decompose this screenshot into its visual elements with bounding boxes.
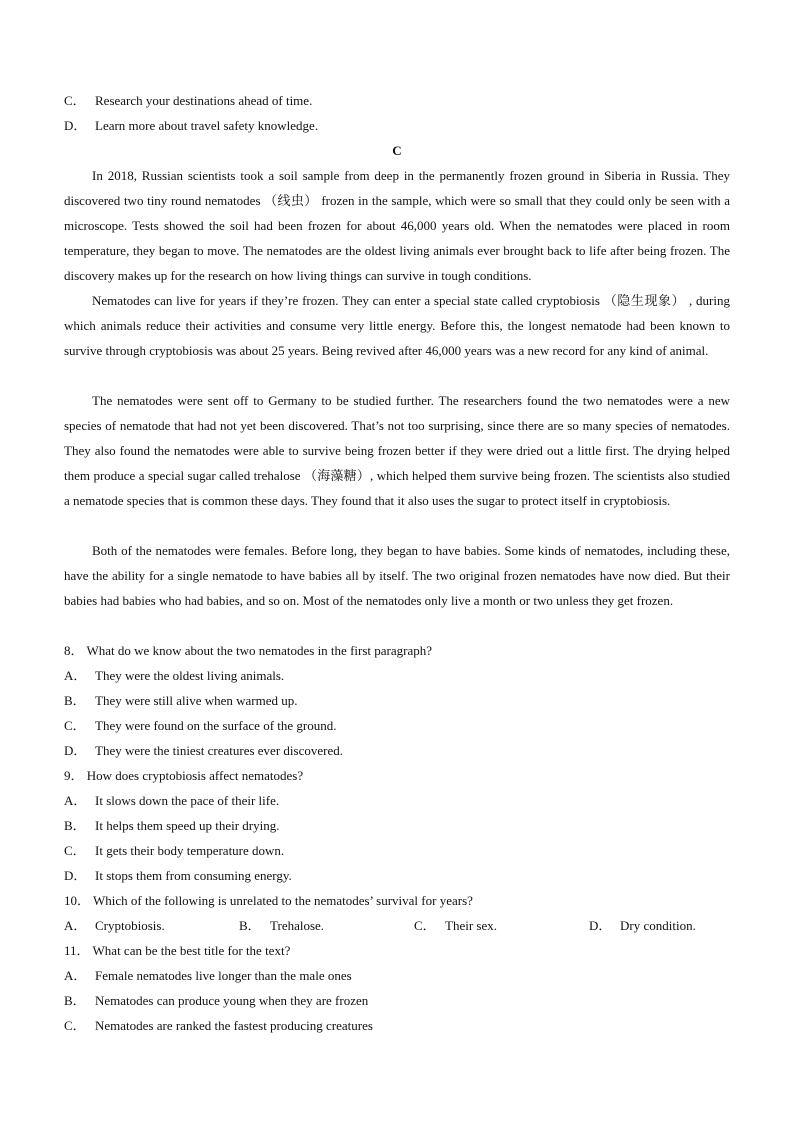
question-9-option-b[interactable]: B． It helps them speed up their drying.	[64, 818, 280, 833]
question-8-option-c[interactable]: C． They were found on the surface of the ground.	[64, 718, 337, 733]
question-10-option-d[interactable]: D． Dry condition.	[589, 918, 696, 933]
question-9-option-a[interactable]: A． It slows down the pace of their life.	[64, 793, 280, 808]
question-10-stem: 10． Which of the following is unrelated to the nematodes’ survival for years?	[64, 893, 473, 908]
passage-paragraph-1: In 2018, Russian scientists took a soil sample from deep in the permanently frozen ground in Siberia in Russia. They discovered two tiny round nematodes （线虫） frozen in the sample, which were so small that they could only be seen with a microscope. Tests showed the soil had been frozen for about 46,000 years old. When the nematodes were placed in room temperature, they began to move. The nematodes are the oldest living animals ever brought back to life after being frozen. The discovery makes up for the research on how living things can survive in tough conditions.	[64, 168, 730, 283]
question-11-option-c[interactable]: C． Nematodes are ranked the fastest producing creatures	[64, 1018, 373, 1033]
passage-paragraph-3: The nematodes were sent off to Germany to be studied further. The researchers found the two nematodes were a new species of nematode that had not yet been discovered. That’s not too surprising, since there are so many species of nematodes. They also found the nematodes were able to survive being frozen better if they were dried out a little first. The drying helped them produce a special sugar called trehalose （海藻糖）, which helped them survive being frozen. The scientists also studied a nematode species that is common these days. They found that it also uses the sugar to protect itself in cryptobiosis.	[64, 393, 730, 508]
passage-heading: C	[392, 143, 402, 158]
question-11-option-b[interactable]: B． Nematodes can produce young when they are frozen	[64, 993, 369, 1008]
question-11-option-a[interactable]: A． Female nematodes live longer than the male ones	[64, 968, 352, 983]
question-8-stem: 8． What do we know about the two nematodes in the first paragraph?	[64, 643, 432, 658]
question-9-option-c[interactable]: C． It gets their body temperature down.	[64, 843, 285, 858]
passage-paragraph-2: Nematodes can live for years if they’re frozen. They can enter a special state called cryptobiosis （隐生现象） , during which animals reduce their activities and consume very little energy. Before this, the longest nematode had been known to survive through cryptobiosis was about 25 years. Being revived after 46,000 years was a new record for any kind of animal.	[64, 293, 730, 358]
question-9-option-d[interactable]: D． It stops them from consuming energy.	[64, 868, 292, 883]
question-8-option-d[interactable]: D． They were the tiniest creatures ever discovered.	[64, 743, 343, 758]
question-10-option-a[interactable]: A． Cryptobiosis.	[64, 918, 165, 933]
passage-paragraph-4: Both of the nematodes were females. Before long, they began to have babies. Some kinds of nematodes, including these, have the ability for a single nematode to have babies all by itself. The two original frozen nematodes have now died. But their babies had babies who had babies, and so on. Most of the nematodes only live a month or two unless they get frozen.	[64, 543, 730, 608]
question-8-option-a[interactable]: A． They were the oldest living animals.	[64, 668, 285, 683]
prev-option-d: D． Learn more about travel safety knowledge.	[64, 118, 319, 133]
question-11-stem: 11． What can be the best title for the text?	[64, 943, 291, 958]
question-8-option-b[interactable]: B． They were still alive when warmed up.	[64, 693, 298, 708]
question-10-option-c[interactable]: C． Their sex.	[414, 918, 497, 933]
question-9-stem: 9． How does cryptobiosis affect nematodes?	[64, 768, 304, 783]
prev-option-c: C． Research your destinations ahead of time.	[64, 93, 313, 108]
question-10-option-b[interactable]: B． Trehalose.	[239, 918, 325, 933]
